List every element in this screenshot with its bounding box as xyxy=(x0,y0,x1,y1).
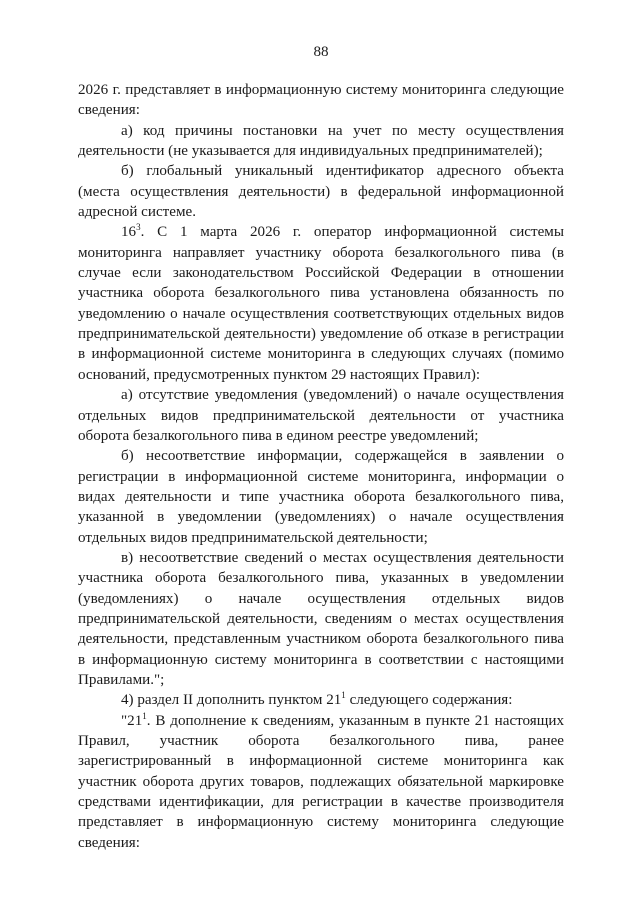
paragraph: б) несоответствие информации, содержащейся в заявлении о регистрации в информационной системе мониторинга, информации о видах деятельности и типе участника оборота безалкогольного пива, указанной в уведомлении (уведомлениях) о начале осуществления отдельных видов предпринимательской деятельности; xyxy=(78,448,564,546)
paragraph: 4) раздел II дополнить пунктом $21^1$ следующего содержания: xyxy=(121,690,513,709)
paragraph: $16^3$. С 1 марта 2026 г. оператор информационной системы мониторинга направляет участнику оборота безалкогольного пива (в случае если законодательством Российской Федерации в отношении участника оборота безалкогольного пива установлена обязанность по уведомлению о начале осуществления соответствующих отдельных видов предпринимательской деятельности) уведомление об отказе в регистрации в информационной системе мониторинга в следующих случаях (помимо оснований, предусмотренных пунктом 29 настоящих Правил): xyxy=(78,222,564,383)
paragraph: а) код причины постановки на учет по месту осуществления деятельности (не указывается для индивидуальных предпринимателей); xyxy=(78,122,564,160)
paragraph: б) глобальный уникальный идентификатор адресного объекта (места осуществления деятельности) в федеральной информационной адресной системе. xyxy=(78,163,564,221)
page-number: 88 xyxy=(313,44,329,60)
paragraph: а) отсутствие уведомления (уведомлений) о начале осуществления отдельных видов предпринимательской деятельности от участника оборота безалкогольного пива в едином реестре уведомлений; xyxy=(78,387,564,444)
paragraph: в) несоответствие сведений о местах осуществления деятельности участника оборота безалкогольного пива, указанных в уведомлении (уведомлениях) о начале осуществления отдельных видов предпринимательской деятельности, сведениям о местах осуществления деятельности, представленным участником оборота безалкогольного пива в информационную систему мониторинга в соответствии с настоящими Правилами."; xyxy=(78,549,564,688)
paragraph: "$21^1$. В дополнение к сведениям, указанным в пункте 21 настоящих Правил, участник оборота безалкогольного пива, ранее зарегистрированный в информационной системе мониторинга как участник оборота других товаров, подлежащих обязательной маркировке средствами идентификации, для регистрации в качестве производителя представляет в информационную систему мониторинга следующие сведения: xyxy=(78,710,564,851)
paragraph: 2026 г. представляет в информационную систему мониторинга следующие сведения: xyxy=(78,82,564,119)
document-body xyxy=(78,80,564,853)
